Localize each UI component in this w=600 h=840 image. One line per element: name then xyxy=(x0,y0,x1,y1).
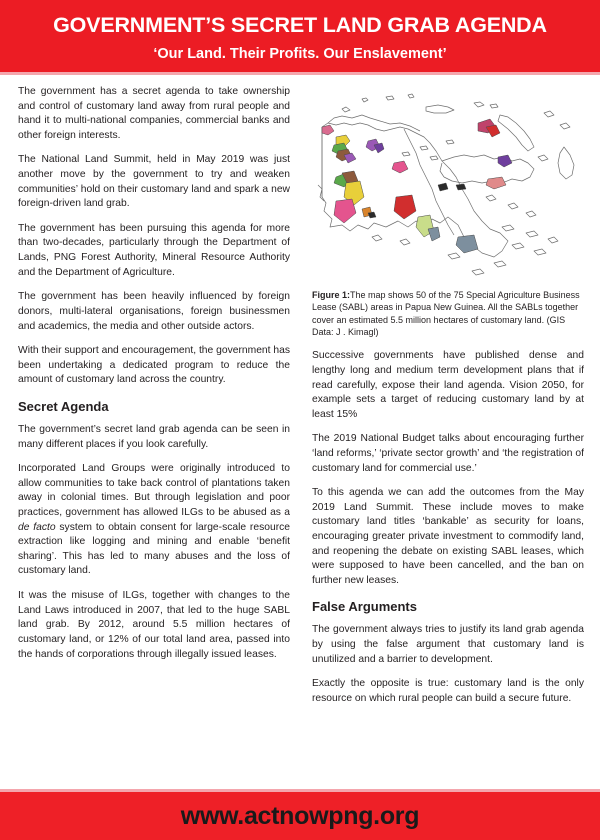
paragraph: The government has been pursuing this agenda for more than two-decades, particularly through the Department of Lands, PNG Forest Authority, Mineral Resource Authority and the Department of Agriculture. xyxy=(18,222,290,278)
map-svg xyxy=(312,85,584,283)
section-heading-false-arguments: False Arguments xyxy=(312,599,417,615)
paragraph: It was the misuse of ILGs, together with changes to the Land Laws introduced in 2007, that led to the huge SABL land grab. By 2012, around 5.5 million hectares of customary land, or 12% of our total land area, passed into the hands of corporations through illegally issued leases. xyxy=(18,590,290,660)
website-url[interactable]: www.actnowpng.org xyxy=(180,801,420,830)
figure-label: Figure 1: xyxy=(312,290,351,300)
map-sabl-polygons xyxy=(322,119,512,253)
paragraph: The government has a secret agenda to take ownership and control of customary land away from rural people and hand it to multi-national companies, commercial banks and other foreign interests. xyxy=(18,86,290,141)
paragraph: Successive governments have published dense and lengthy long and medium term development plans that if read carefully, expose their land agenda. Vision 2050, for example sets a target of reducing customary land by at least 15% xyxy=(312,350,584,420)
page-title: GOVERNMENT’S SECRET LAND GRAB AGENDA xyxy=(53,13,547,37)
figure-caption xyxy=(312,289,584,338)
paragraph: With their support and encouragement, the government has been undertaking a dedicated program to reduce the amount of customary land across the country. xyxy=(18,345,290,386)
paragraph: Exactly the opposite is true: customary land is the only resource on which rural people can build a secure future. xyxy=(312,678,584,704)
page-subtitle: ‘Our Land. Their Profits. Our Enslavement’ xyxy=(153,45,447,62)
figure-map-png-sabl xyxy=(312,85,584,283)
paragraph: The government has been heavily influenced by foreign donors, multi-lateral organisations, foreign businessmen and academics, the media and other outside actors. xyxy=(18,291,290,332)
paragraph: The government always tries to justify its land grab agenda by using the false argument that customary land is unutilized and a barrier to development. xyxy=(312,624,584,665)
page-header-banner xyxy=(0,0,600,72)
document-body xyxy=(0,85,600,785)
ilg-text-part2: system to obtain consent for large-scale resource extraction like logging and mining and enable ‘benefit sharing’. This has led to many abuses and the loss of customary land. xyxy=(18,521,290,577)
paragraph: The government’s secret land grab agenda can be seen in many different places if you look carefully. xyxy=(18,423,290,450)
ilg-text-part1: Incorporated Land Groups were originally introduced to allow communities to take back control of plantations taken away in colonial times. But through legislation and poor practices, government has allowed ILGs to be abused as a xyxy=(18,463,290,519)
section-heading-secret-agenda: Secret Agenda xyxy=(18,398,109,414)
page-footer-banner xyxy=(0,792,600,840)
paragraph: The National Land Summit, held in May 2019 was just another move by the government to try and weaken communities’ hold on their customary land and spark a new foreign-driven land grab. xyxy=(18,154,290,210)
header-divider-rule xyxy=(0,72,600,75)
left-text-column xyxy=(18,85,290,785)
paragraph-ilg xyxy=(18,462,290,579)
right-text-column xyxy=(312,85,584,785)
paragraph: The 2019 National Budget talks about encouraging further ‘land reforms,’ ‘private sector growth’ and ‘the registration of customary land for commercial use.’ xyxy=(312,433,584,474)
paragraph: To this agenda we can add the outcomes from the May 2019 Land Summit. These include moves to make customary land titles ‘bankable’ as security for loans, encouraging greater private investment to commodify land, and reopening the debate on existing SABL leases, which were supposed to have been cancelled, and the ban on further new leases. xyxy=(312,487,584,586)
ilg-text-italic: de facto xyxy=(18,521,56,533)
figure-caption-text: The map shows 50 of the 75 Special Agriculture Business Lease (SABL) areas in Papua New Guinea. All the SABLs together cover an estimated 5.5 million hectares of customary land. (GIS Data: J . Kimagl) xyxy=(312,290,580,337)
